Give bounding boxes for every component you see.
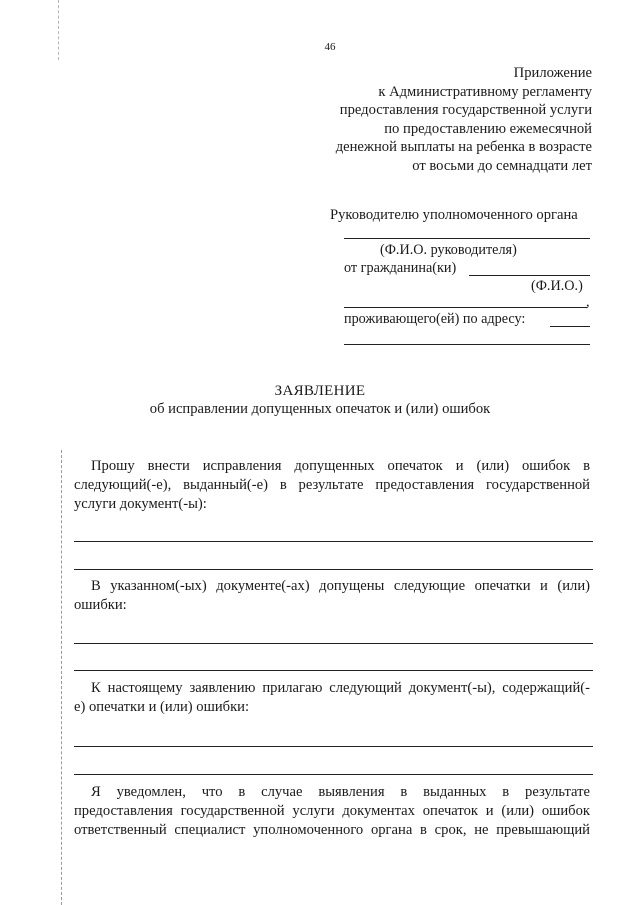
paragraph-attachments bbox=[74, 679, 590, 717]
paragraph-line: услуги документ(-ы): bbox=[74, 495, 207, 512]
annex-line: по предоставлению ежемесячной bbox=[384, 120, 592, 137]
from-blank-line bbox=[469, 275, 590, 276]
addressee-head: Руководителю уполномоченного органа bbox=[330, 207, 578, 223]
paragraph-request bbox=[74, 457, 590, 513]
annex-line: от восьми до семнадцати лет bbox=[412, 157, 592, 174]
paragraph-line: ответственный специалист уполномоченного органа в срок, не превышающий bbox=[74, 821, 590, 838]
annex-block bbox=[292, 64, 592, 176]
address-label: проживающего(ей) по адресу: bbox=[344, 311, 526, 327]
paragraph-line: предоставления государственной услуги документах опечаток и (или) ошибок bbox=[74, 802, 590, 819]
head-fio-label: (Ф.И.О. руководителя) bbox=[380, 242, 517, 258]
paragraph-line: следующий(-е), выданный(-е) в результате предоставления государственной bbox=[74, 476, 590, 493]
annex-line: денежной выплаты на ребенка в возрасте bbox=[335, 139, 592, 156]
address-blank-line-short bbox=[550, 326, 590, 327]
fill-line bbox=[74, 643, 593, 644]
paragraph-line: ошибки: bbox=[74, 596, 127, 613]
comma-mark: , bbox=[586, 294, 590, 310]
page-number: 46 bbox=[324, 41, 336, 53]
fio-label: (Ф.И.О.) bbox=[531, 278, 583, 294]
fill-line bbox=[74, 670, 593, 671]
from-label: от гражданина(ки) bbox=[344, 260, 457, 276]
paragraph-line: К настоящему заявлению прилагаю следующий документ(-ы), содержащий(- bbox=[91, 680, 590, 696]
scan-margin-mark bbox=[61, 450, 62, 905]
paragraph-errors bbox=[74, 577, 590, 615]
head-fio-blank-line bbox=[344, 238, 590, 239]
document-title: ЗАЯВЛЕНИЕ bbox=[274, 383, 366, 399]
annex-line: предоставления государственной услуги bbox=[339, 102, 592, 119]
fill-line bbox=[74, 569, 593, 570]
paragraph-notice bbox=[74, 783, 590, 839]
address-blank-line bbox=[344, 344, 590, 345]
paragraph-line: В указанном(-ых) документе(-ах) допущены следующие опечатки и (или) bbox=[91, 578, 590, 594]
fio-blank-line bbox=[344, 307, 587, 308]
scan-margin-mark-top bbox=[58, 0, 59, 60]
paragraph-line: Я уведомлен, что в случае выявления в выданных в результате bbox=[91, 784, 590, 800]
fill-line bbox=[74, 746, 593, 747]
document-subtitle: об исправлении допущенных опечаток и (или) ошибок bbox=[149, 401, 491, 417]
annex-line: Приложение bbox=[513, 65, 592, 81]
paragraph-line: е) опечатки и (или) ошибки: bbox=[74, 698, 250, 715]
fill-line bbox=[74, 541, 593, 542]
fill-line bbox=[74, 774, 593, 775]
paragraph-line: Прошу внести исправления допущенных опечаток и (или) ошибок в bbox=[91, 458, 590, 474]
annex-line: к Административному регламенту bbox=[378, 83, 592, 100]
